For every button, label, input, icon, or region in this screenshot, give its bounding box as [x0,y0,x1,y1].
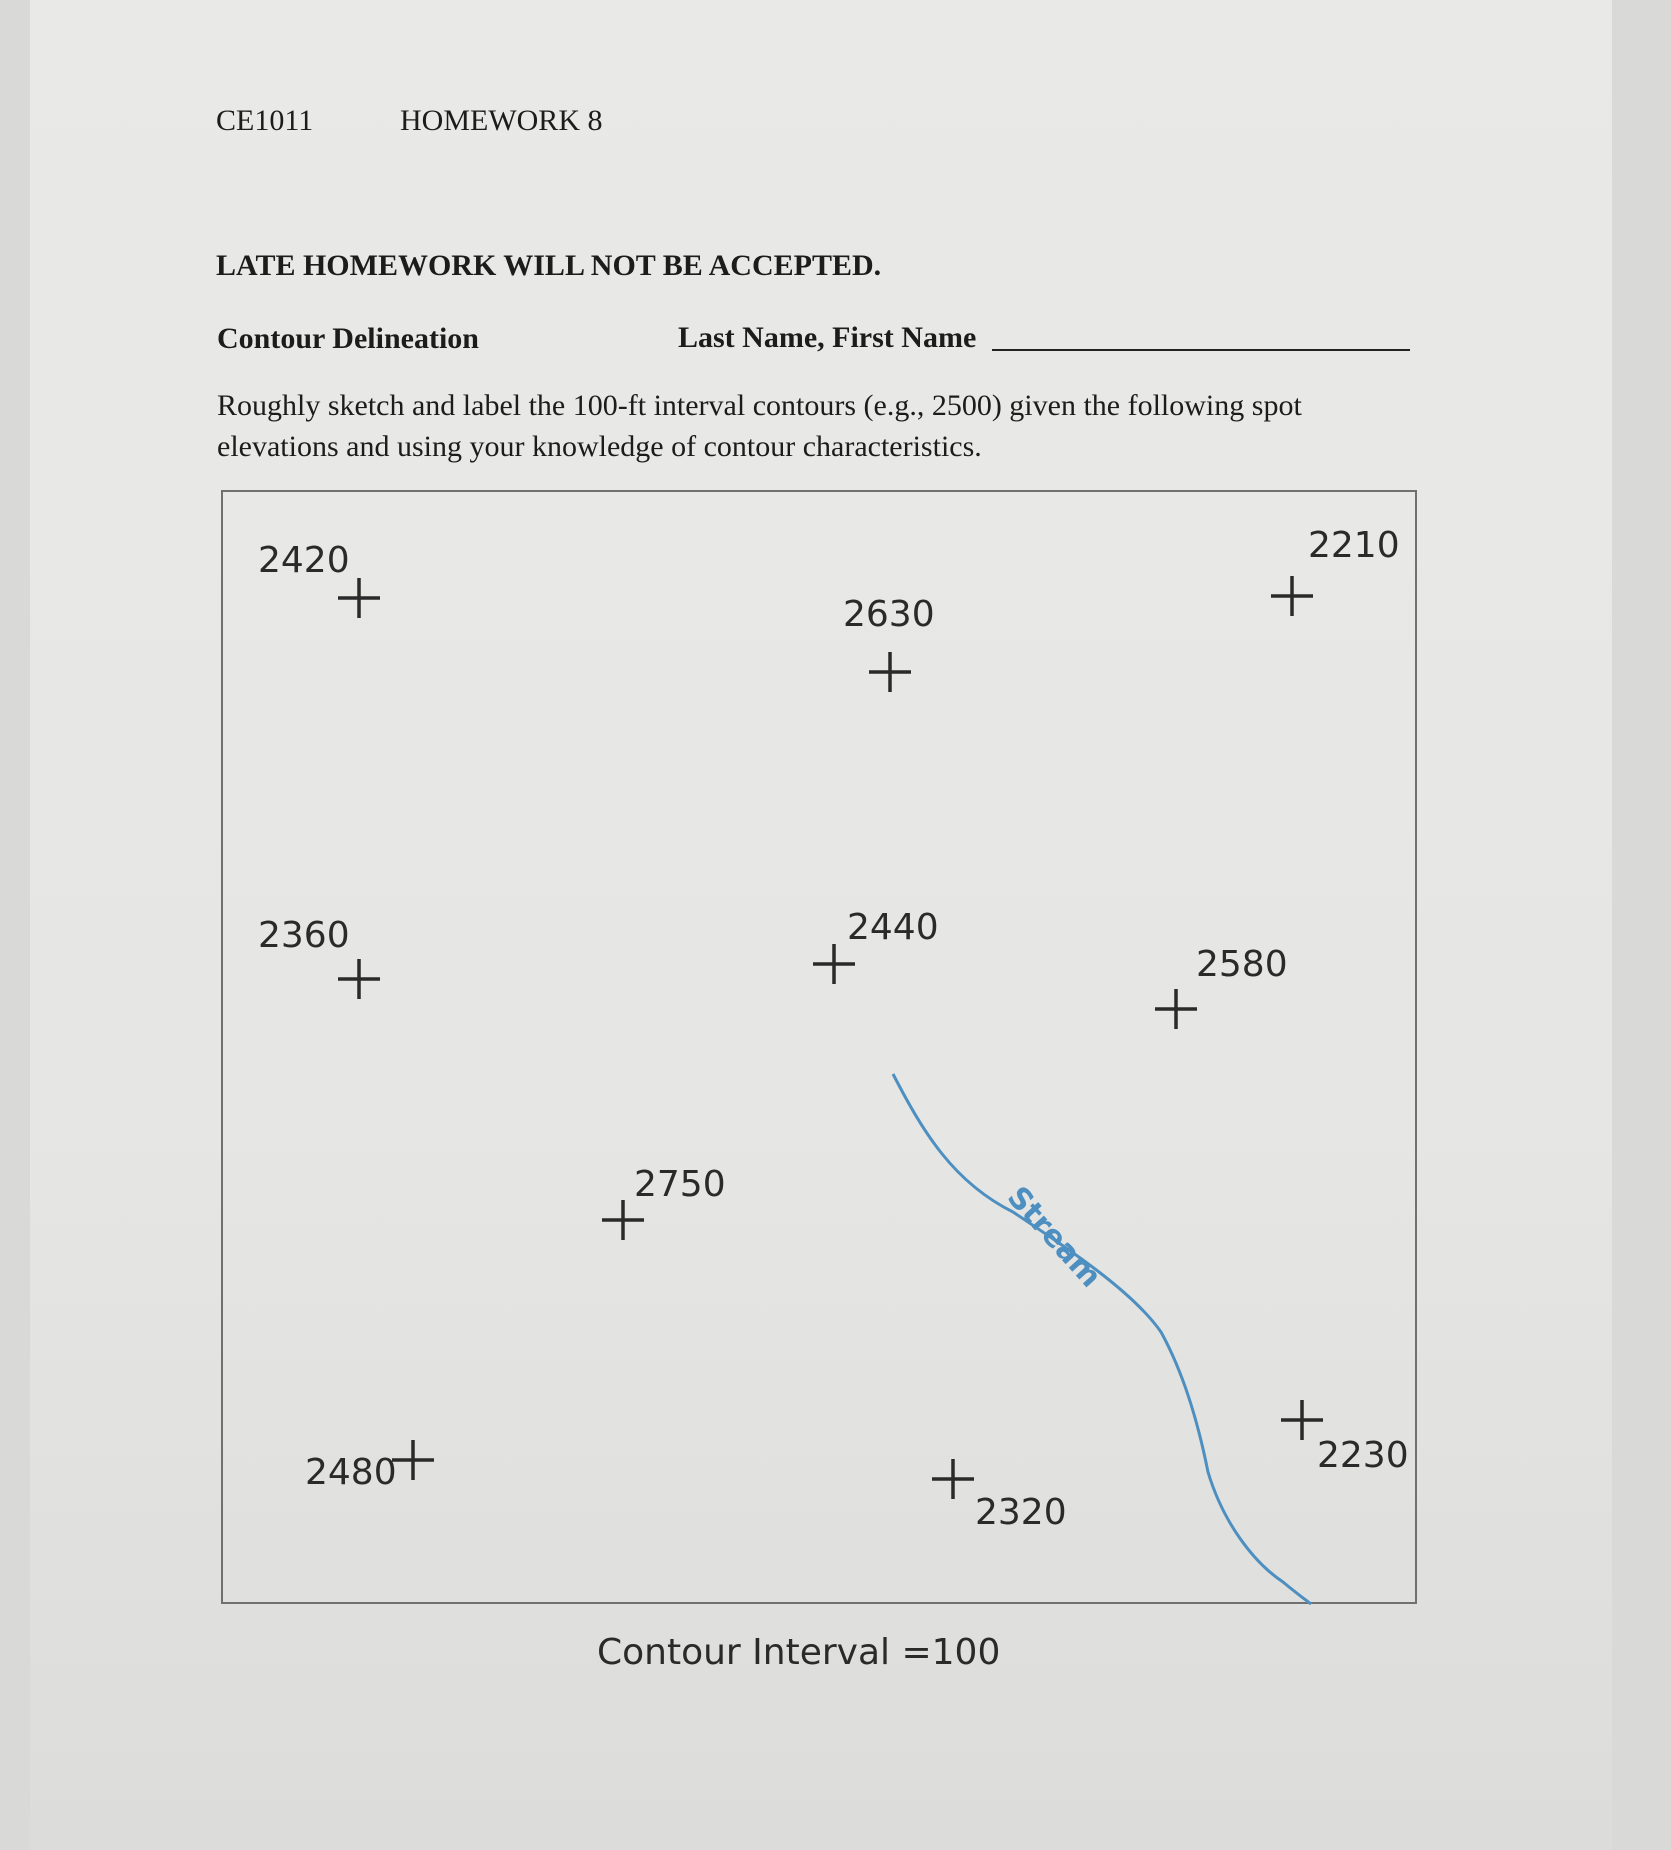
spot-marker-2230 [1281,1400,1323,1440]
contour-interval: Contour Interval =100 [597,1632,1001,1673]
assignment-title: HOMEWORK 8 [400,104,603,137]
instructions: Roughly sketch and label the 100-ft interval contours (e.g., 2500) given the following spot elevations and using your knowledge of contour characteristics. [217,389,1302,463]
spot-marker-2360 [338,959,380,999]
stream-label: Stream [1000,1179,1109,1295]
section-title: Contour Delineation [217,322,479,355]
name-label: Last Name, First Name [678,321,977,354]
spot-marker-2440 [813,944,855,984]
spot-marker-2420 [338,578,380,618]
spot-label-2750: 2750 [634,1164,726,1205]
spot-marker-2580 [1155,989,1197,1029]
spot-marker-2210 [1271,576,1313,616]
spot-label-2580: 2580 [1196,944,1288,985]
stream-line [893,1074,1311,1604]
spot-label-2480: 2480 [305,1452,397,1493]
spot-label-2360: 2360 [258,915,350,956]
name-blank-line[interactable] [992,349,1410,351]
spot-label-2420: 2420 [258,540,350,581]
course-code: CE1011 [216,104,314,137]
spot-label-2230: 2230 [1317,1435,1409,1476]
spot-marker-2320 [932,1459,974,1499]
spot-label-2440: 2440 [847,907,939,948]
spot-label-2320: 2320 [975,1492,1067,1533]
spot-marker-2630 [869,652,911,692]
spot-marker-2750 [602,1200,644,1240]
spot-label-2630: 2630 [843,594,935,635]
spot-label-2210: 2210 [1308,525,1400,566]
spot-marker-2480 [392,1440,434,1480]
contour-map[interactable] [221,490,1417,1604]
late-notice: LATE HOMEWORK WILL NOT BE ACCEPTED. [216,249,882,282]
